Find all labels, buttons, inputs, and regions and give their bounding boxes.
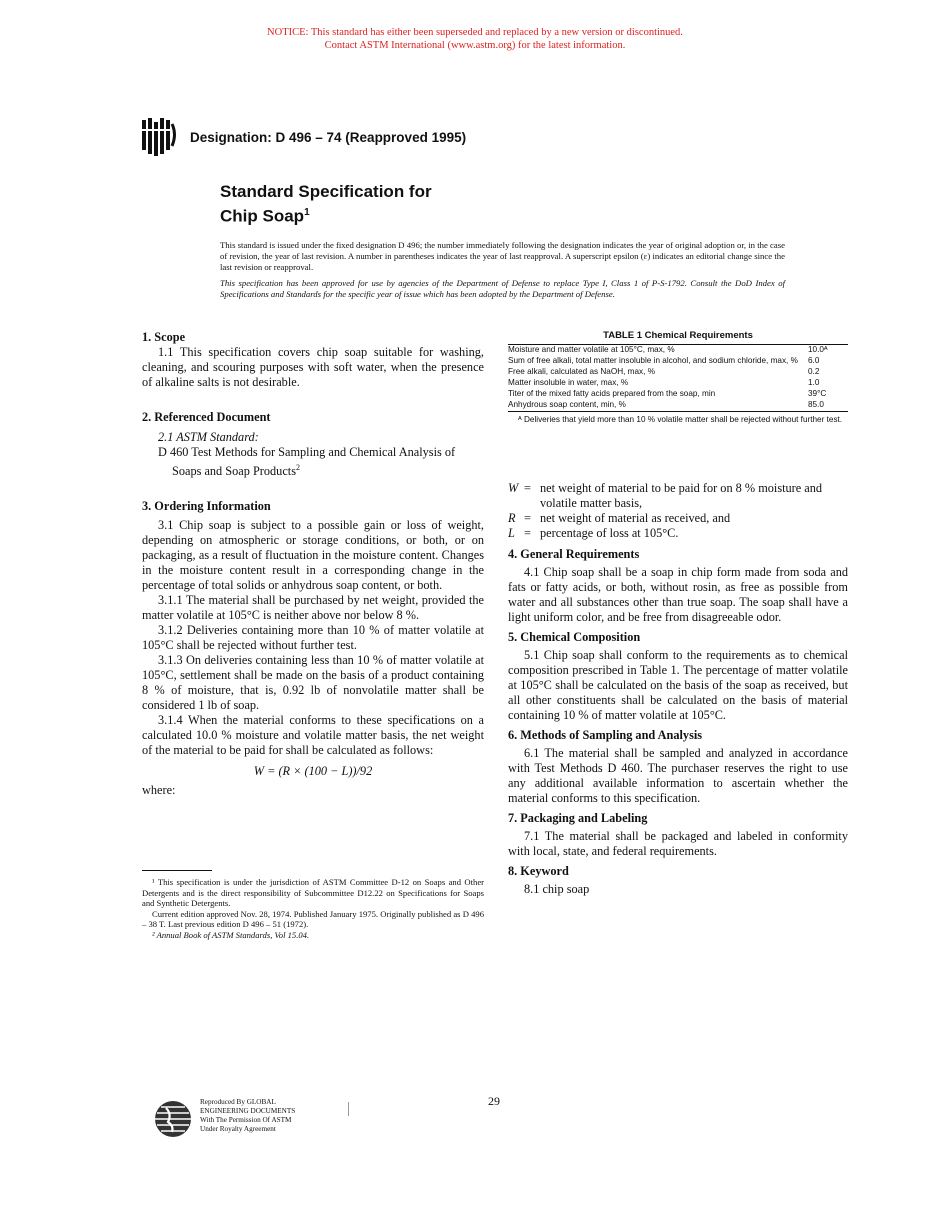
equals-sign: = xyxy=(524,481,531,495)
table-cell-value: 6.0 xyxy=(808,356,820,365)
equals-sign: = xyxy=(524,511,531,525)
reproduction-notice xyxy=(152,1098,295,1140)
section-2-1: 2.1 ASTM Standard: xyxy=(158,430,259,444)
repro-line-2: ENGINEERING DOCUMENTS xyxy=(200,1107,296,1115)
variable-l xyxy=(508,526,848,541)
payment-equation: W = (R × (100 − L))/92 xyxy=(253,764,373,779)
page-number: 29 xyxy=(488,1094,500,1108)
variable-w xyxy=(508,481,848,511)
section-8-heading: 8. Keyword xyxy=(508,864,569,878)
table-cell-label: Titer of the mixed fatty acids prepared from the soap, min xyxy=(508,389,716,398)
title-line-1: Standard Specification for xyxy=(220,182,432,201)
table-row xyxy=(508,400,848,412)
table-cell-label: Anhydrous soap content, min, % xyxy=(508,400,626,409)
variable-symbol: W xyxy=(508,481,519,495)
section-3-heading: 3. Ordering Information xyxy=(142,499,271,514)
repro-line-3: With The Permission Of ASTM xyxy=(200,1116,292,1124)
variable-definition: net weight of material as received, and xyxy=(540,511,731,525)
table-cell-value: 39°C xyxy=(808,389,827,398)
reproduction-text xyxy=(200,1098,295,1134)
section-3-1-2: 3.1.2 Deliveries containing more than 10 % of matter volatile at 105°C shall be rejected without further test. xyxy=(142,623,484,653)
title-footnote-mark: 1 xyxy=(304,207,310,218)
astm-logo-icon xyxy=(140,116,178,158)
title-main: Chip Soap xyxy=(220,206,305,226)
footnote-1-edition: Current edition approved Nov. 28, 1974. Published January 1975. Originally published as D 496 – 38 T. Last previous edition D 496 – 51 (1972). xyxy=(142,908,484,929)
intro-issuance: This standard is issued under the fixed designation D 496; the number immediately following the designation indicates the year of original adoption or, in the case of revision, the year of last revision. A number in parentheses indicates the year of last reapproval. A superscript epsilon (ε) indicates an editorial change since the last revision or reapproval. xyxy=(220,240,785,272)
table-cell-value: 0.2 xyxy=(808,367,820,376)
footnote-1: ¹ This specification is under the jurisdiction of ASTM Committee D-12 on Soaps and Other Detergents and is the direct responsibility of Subcommittee D12.22 on Specifications for Soaps and Synthetic Detergents. xyxy=(142,877,484,908)
scan-mark xyxy=(348,1102,349,1116)
left-column xyxy=(142,330,484,798)
variable-symbol: R xyxy=(508,511,516,525)
notice-line-1: NOTICE: This standard has either been superseded and replaced by a new version or discontinued. xyxy=(267,27,683,38)
variable-symbol: L xyxy=(508,526,515,540)
reference-d460-text: D 460 Test Methods for Sampling and Chemical Analysis of Soaps and Soap Products xyxy=(158,445,456,479)
section-4-1: 4.1 Chip soap shall be a soap in chip form made from soda and fats or fatty acids, or both, without rosin, as free as possible from water and all substances other than true soap. The soap shall have a light uniform color, and be free from disagreeable odor. xyxy=(508,565,848,624)
section-2-heading: 2. Referenced Document xyxy=(142,410,271,424)
right-column xyxy=(508,481,848,897)
designation-header xyxy=(140,116,466,158)
variable-r xyxy=(508,511,848,526)
variable-definitions xyxy=(508,481,848,541)
section-1-1: 1.1 This specification covers chip soap suitable for washing, cleaning, and scouring purposes with soft water, when the presence of alkaline salts is not desirable. xyxy=(142,345,484,389)
footnote-rule xyxy=(142,870,212,871)
page-title xyxy=(220,181,432,227)
intro-notes xyxy=(220,240,785,305)
where-label: where: xyxy=(142,783,176,798)
requirements-table xyxy=(508,344,848,412)
table-footnote: ᴬ Deliveries that yield more than 10 % volatile matter shall be rejected without further test. xyxy=(518,415,843,424)
notice-line-2: Contact ASTM International (www.astm.org) for the latest information. xyxy=(324,40,626,51)
chemical-requirements-table xyxy=(508,330,848,425)
table-cell-label: Sum of free alkali, total matter insoluble in alcohol, and sodium chloride, max, % xyxy=(508,356,798,365)
table-cell-value: 85.0 xyxy=(808,400,824,409)
table-row xyxy=(508,389,848,400)
section-6-heading: 6. Methods of Sampling and Analysis xyxy=(508,728,703,742)
reference-d460 xyxy=(142,445,484,479)
section-7-1: 7.1 The material shall be packaged and labeled in conformity with local, state, and federal requirements. xyxy=(508,829,848,858)
footnote-2: ² Annual Book of ASTM Standards, Vol 15.04. xyxy=(152,929,310,940)
section-4-heading: 4. General Requirements xyxy=(508,547,640,561)
notice-banner xyxy=(0,26,950,52)
table-cell-value: 10.0ᴬ xyxy=(808,345,828,354)
table-row xyxy=(508,345,848,357)
section-3-1: 3.1 Chip soap is subject to a possible gain or loss of weight, depending on atmospheric or storage conditions, or both, or on packaging, as a result of fluctuation in the moisture content. Changes in the moisture content result in a corresponding change in the percentage of total solids or anhydrous soap content, or both. xyxy=(142,518,484,593)
section-8-1: 8.1 chip soap xyxy=(524,882,590,896)
table-cell-label: Matter insoluble in water, max, % xyxy=(508,378,629,387)
repro-line-1: Reproduced By GLOBAL xyxy=(200,1098,276,1106)
section-5-1: 5.1 Chip soap shall conform to the requirements as to chemical composition prescribed in Table 1. The percentage of matter volatile at 105°C shall be calculated on the basis of the soap as received, but all other constituents shall be calculated on the basis of material containing 10 % of matter volatile at 105°C. xyxy=(508,648,848,722)
equals-sign: = xyxy=(524,526,531,540)
section-3-1-3: 3.1.3 On deliveries containing less than 10 % of matter volatile at 105°C, settlement shall be made on the basis of a product containing 8 % of moisture, that is, 0.92 lb of nonvolatile matter shall be considered 1 lb of soap. xyxy=(142,653,484,713)
table-row xyxy=(508,367,848,378)
repro-line-4: Under Royalty Agreement xyxy=(200,1125,276,1133)
reference-footnote-mark: 2 xyxy=(296,463,300,472)
table-cell-label: Moisture and matter volatile at 105°C, max, % xyxy=(508,345,675,354)
table-row xyxy=(508,378,848,389)
table-cell-label: Free alkali, calculated as NaOH, max, % xyxy=(508,367,655,376)
section-5-heading: 5. Chemical Composition xyxy=(508,630,641,644)
footnotes xyxy=(142,870,484,940)
variable-definition: percentage of loss at 105°C. xyxy=(540,526,679,540)
designation: Designation: D 496 – 74 (Reapproved 1995) xyxy=(190,129,467,145)
table-caption: TABLE 1 Chemical Requirements xyxy=(603,330,753,341)
variable-definition: net weight of material to be paid for on 8 % moisture and volatile matter basis, xyxy=(540,481,823,510)
table-row xyxy=(508,356,848,367)
table-cell-value: 1.0 xyxy=(808,378,820,387)
section-1-heading: 1. Scope xyxy=(142,330,186,344)
section-7-heading: 7. Packaging and Labeling xyxy=(508,811,648,825)
section-3-1-4: 3.1.4 When the material conforms to these specifications on a calculated 10.0 % moisture and volatile matter basis, the net weight of the material to be paid for shall be calculated as follows: xyxy=(142,713,484,758)
section-3-1-1: 3.1.1 The material shall be purchased by net weight, provided the matter volatile at 105°C is neither above nor below 8 %. xyxy=(142,593,484,623)
section-6-1: 6.1 The material shall be sampled and analyzed in accordance with Test Methods D 460. The purchaser reserves the right to use any additional available information to ascertain whether the material conforms to this specification. xyxy=(508,746,848,805)
intro-dod-approval: This specification has been approved for use by agencies of the Department of Defense to replace Type I, Class 1 of P-S-1792. Consult the DoD Index of Specifications and Standards for the specific year of issue which has been adopted by the Department of Defense. xyxy=(220,278,785,299)
title-line-2 xyxy=(220,202,432,227)
global-engineering-globe-icon xyxy=(152,1098,194,1140)
